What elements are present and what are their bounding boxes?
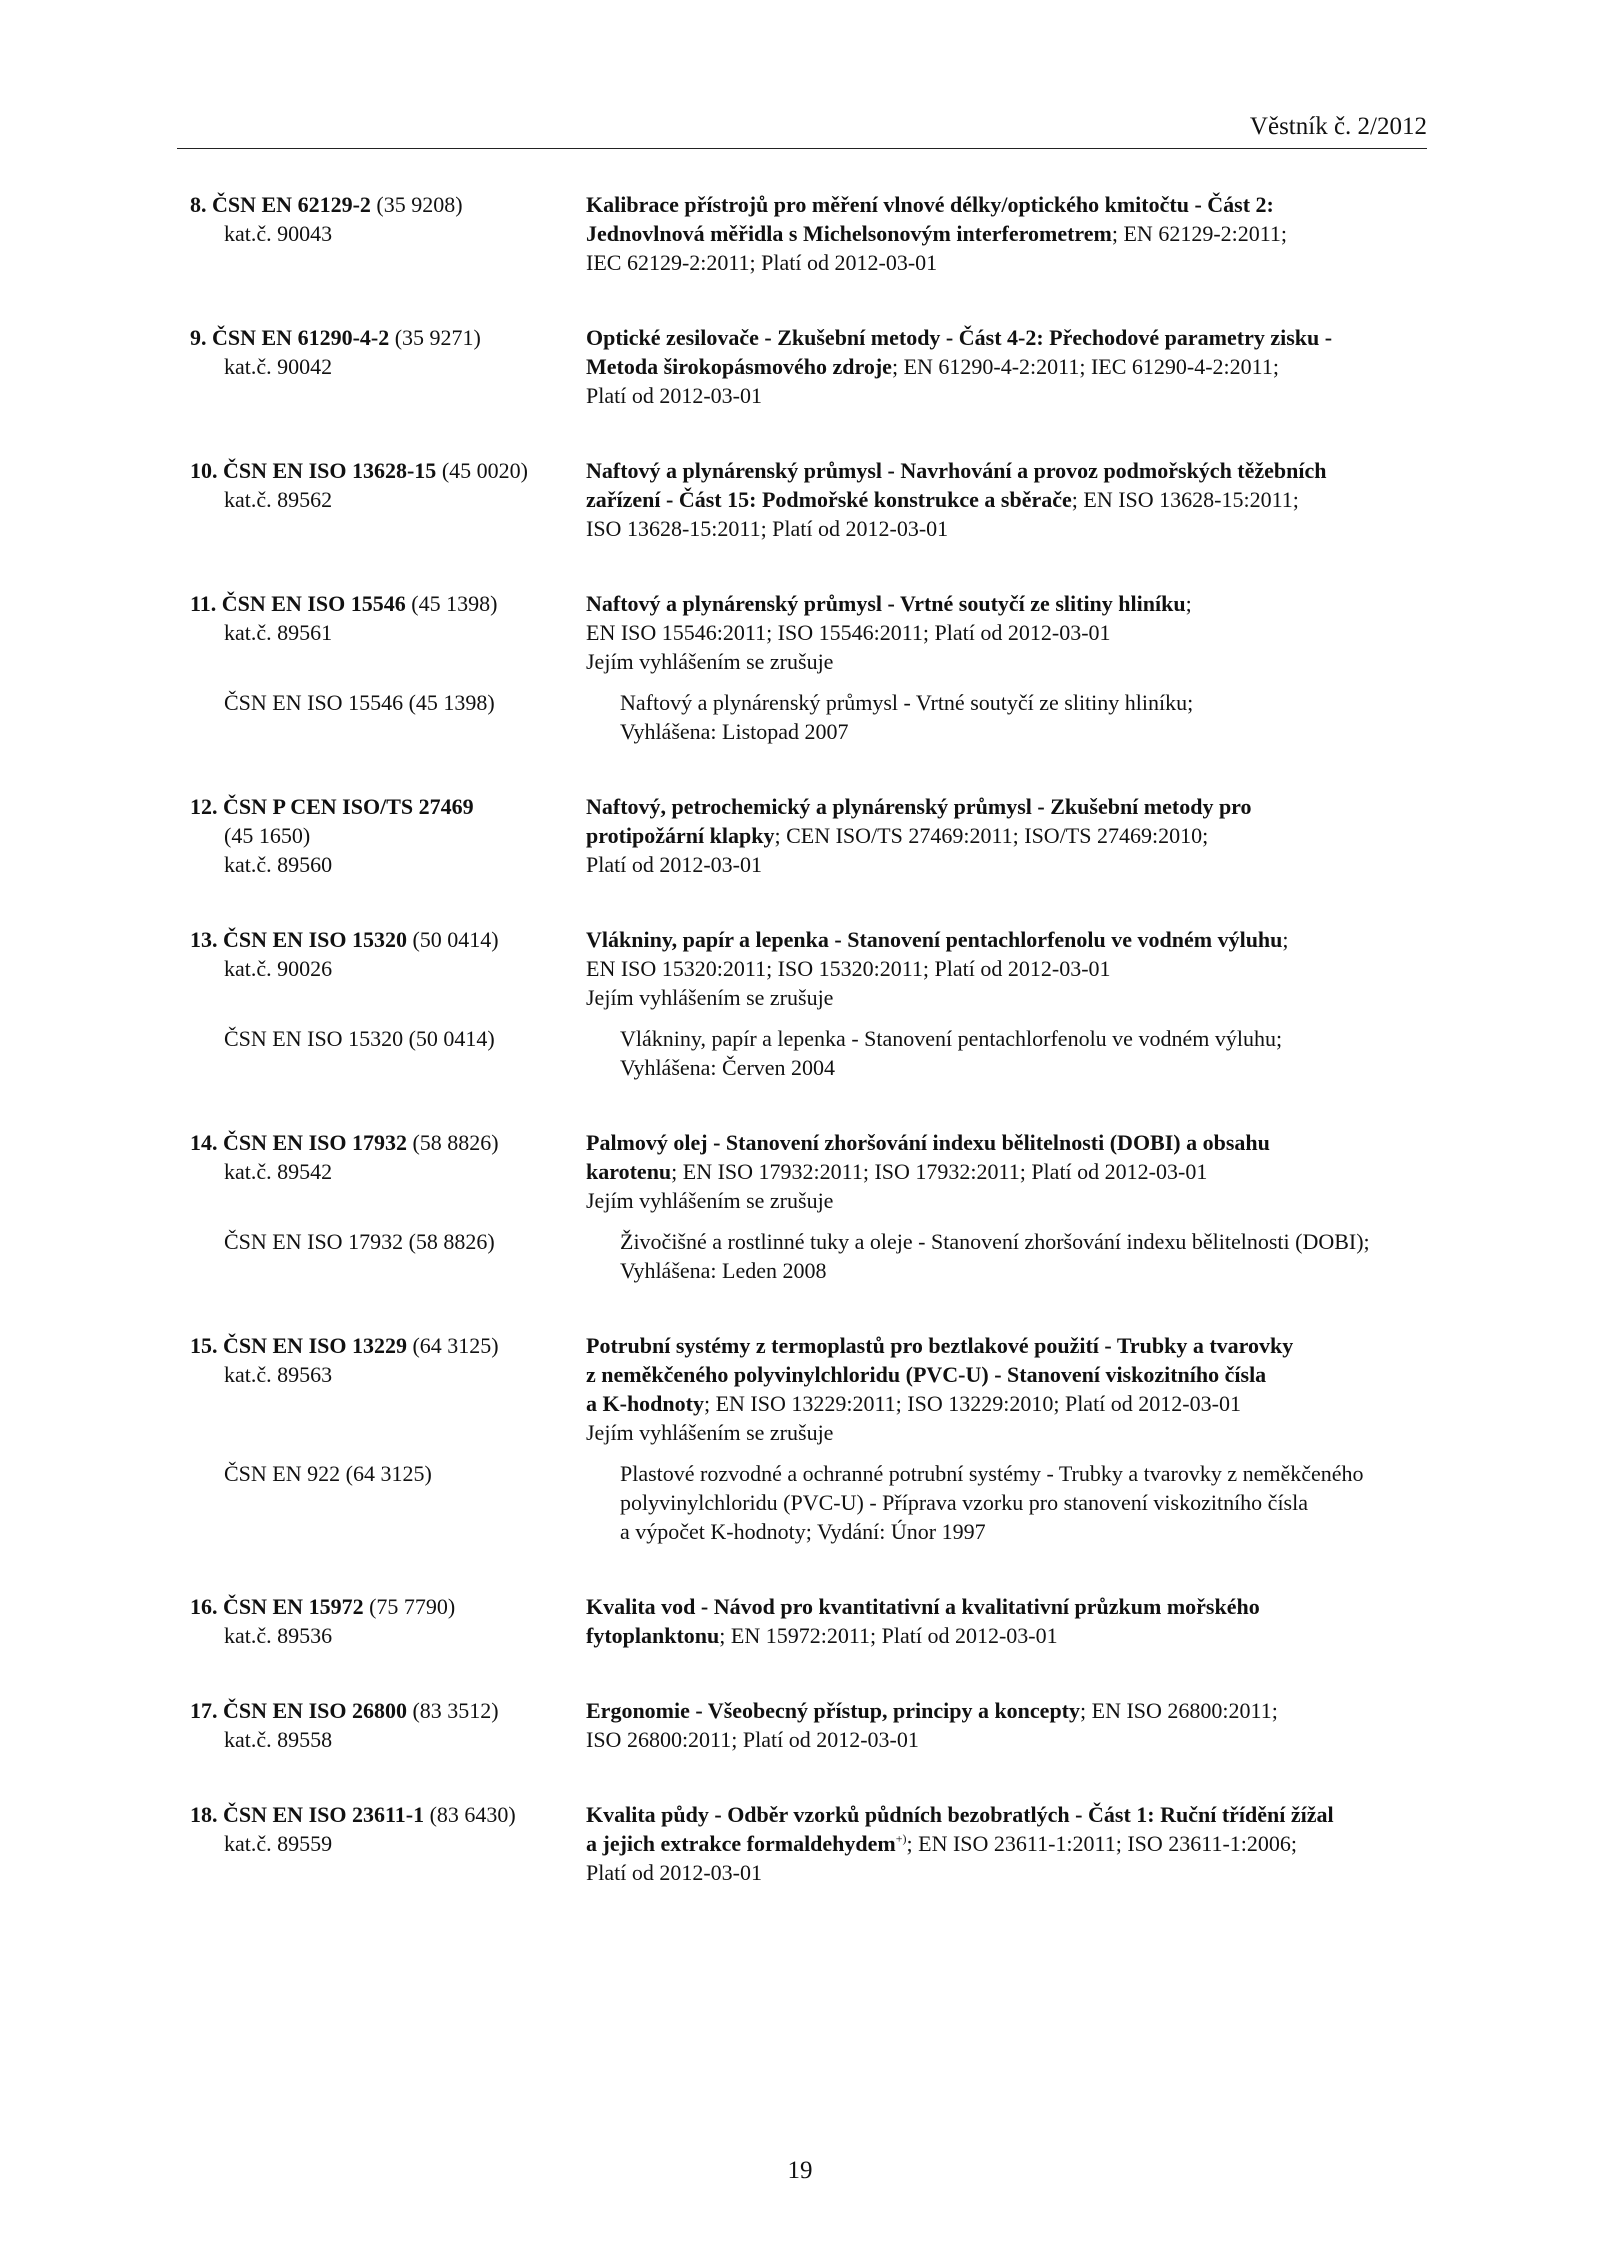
text-segment: Potrubní systémy z termoplastů pro beztlakové použití - Trubky a tvarovky <box>586 1333 1294 1358</box>
text-line <box>586 1592 1430 1621</box>
entry-row <box>190 925 1430 1012</box>
text-segment: ; <box>1185 591 1192 616</box>
text-segment: ; EN ISO 13229:2011; ISO 13229:2010; Platí od 2012-03-01 <box>703 1391 1241 1416</box>
entry-row <box>190 190 1430 277</box>
text-segment: Jejím vyhlášením se zrušuje <box>586 649 834 674</box>
text-segment: Platí od 2012-03-01 <box>586 852 762 877</box>
text-line <box>586 954 1430 983</box>
standard-entry <box>190 589 1430 746</box>
standard-entry <box>190 792 1430 879</box>
standard-title <box>586 456 1430 543</box>
text-segment: protipožární klapky <box>586 823 775 848</box>
catalog-number: kat.č. 90043 <box>224 221 333 246</box>
standard-designation <box>190 1128 586 1215</box>
replaced-standard-designation: ČSN EN 922 (64 3125) <box>224 1461 432 1486</box>
designation-line <box>190 792 586 821</box>
classification-number: (45 0020) <box>441 458 528 483</box>
text-line <box>586 1186 1430 1215</box>
text-line <box>586 589 1430 618</box>
classification-number: (50 0414) <box>412 927 499 952</box>
text-line <box>586 485 1430 514</box>
standard-title <box>586 925 1430 1012</box>
entry-number: 13. <box>190 927 218 952</box>
standard-code: ČSN EN ISO 15546 <box>221 591 406 616</box>
classification-number: (75 7790) <box>369 1594 456 1619</box>
standard-title <box>586 589 1430 676</box>
standard-title <box>586 1592 1430 1650</box>
text-segment: a K-hodnoty <box>586 1391 704 1416</box>
text-segment: Jejím vyhlášením se zrušuje <box>586 985 834 1010</box>
text-line <box>620 1256 1430 1285</box>
text-line <box>586 352 1430 381</box>
page-header <box>177 112 1427 149</box>
text-line <box>586 647 1430 676</box>
footnote-mark: +) <box>895 1831 907 1846</box>
text-segment: EN ISO 15320:2011; ISO 15320:2011; Platí od 2012-03-01 <box>586 956 1111 981</box>
replaced-standard-designation: ČSN EN ISO 17932 (58 8826) <box>224 1229 495 1254</box>
replaced-standard-row <box>190 1227 1430 1285</box>
designation-line <box>190 925 586 954</box>
entry-number: 18. <box>190 1802 218 1827</box>
text-segment: Vlákniny, papír a lepenka - Stanovení pentachlorfenolu ve vodném výluhu; <box>620 1026 1283 1051</box>
text-segment: ; CEN ISO/TS 27469:2011; ISO/TS 27469:2010; <box>774 823 1209 848</box>
standard-designation <box>190 792 586 879</box>
text-line <box>586 248 1430 277</box>
standard-title <box>586 190 1430 277</box>
text-segment: ; <box>1282 927 1289 952</box>
standard-code: ČSN EN 61290-4-2 <box>212 325 390 350</box>
standard-designation <box>190 589 586 676</box>
text-segment: Jejím vyhlášením se zrušuje <box>586 1188 834 1213</box>
standard-entry <box>190 190 1430 277</box>
classification-number: (35 9271) <box>394 325 481 350</box>
standard-title <box>586 1696 1430 1754</box>
text-segment: polyvinylchloridu (PVC-U) - Příprava vzorku pro stanovení viskozitního čísla <box>620 1490 1308 1515</box>
designation-line <box>190 456 586 485</box>
designation-line <box>190 1128 586 1157</box>
text-segment: Kvalita vod - Návod pro kvantitativní a kvalitativní průzkum mořského <box>586 1594 1260 1619</box>
text-segment: Optické zesilovače - Zkušební metody - Část 4-2: Přechodové parametry zisku - <box>586 325 1333 350</box>
entry-number: 8. <box>190 192 207 217</box>
standard-designation <box>190 190 586 277</box>
page-number: 19 <box>787 2157 813 2184</box>
standard-designation <box>190 1592 586 1650</box>
catalog-number: kat.č. 89542 <box>224 1159 333 1184</box>
classification-number: (83 3512) <box>412 1698 499 1723</box>
standard-title <box>586 323 1430 410</box>
text-line <box>620 688 1430 717</box>
text-line <box>586 1829 1430 1858</box>
text-line <box>586 190 1430 219</box>
replaced-standard-designation: ČSN EN ISO 15546 (45 1398) <box>224 690 495 715</box>
standard-designation <box>190 1331 586 1447</box>
classification-number: (35 9208) <box>376 192 463 217</box>
text-line <box>620 1024 1430 1053</box>
standard-entry <box>190 1128 1430 1285</box>
text-segment: ; EN ISO 17932:2011; ISO 17932:2011; Platí od 2012-03-01 <box>671 1159 1208 1184</box>
entry-row <box>190 1331 1430 1447</box>
text-segment: Naftový a plynárenský průmysl - Vrtné soutyčí ze slitiny hliníku; <box>620 690 1194 715</box>
catalog-number: kat.č. 89536 <box>224 1623 333 1648</box>
entry-row <box>190 792 1430 879</box>
replaced-standard-row <box>190 688 1430 746</box>
entry-number: 9. <box>190 325 207 350</box>
text-segment: Kvalita půdy - Odběr vzorků půdních bezobratlých - Část 1: Ruční třídění žížal <box>586 1802 1334 1827</box>
text-segment: IEC 62129-2:2011; Platí od 2012-03-01 <box>586 250 938 275</box>
text-line <box>586 381 1430 410</box>
text-segment: ISO 13628-15:2011; Platí od 2012-03-01 <box>586 516 949 541</box>
text-line <box>586 618 1430 647</box>
text-line <box>586 1858 1430 1887</box>
standard-code: ČSN P CEN ISO/TS 27469 <box>223 794 474 819</box>
designation-line <box>190 1800 586 1829</box>
classification-number: (64 3125) <box>412 1333 499 1358</box>
text-segment: Naftový a plynárenský průmysl - Navrhování a provoz podmořských těžebních <box>586 458 1327 483</box>
text-segment: ; EN ISO 26800:2011; <box>1080 1698 1278 1723</box>
entry-number: 17. <box>190 1698 218 1723</box>
text-segment: zařízení - Část 15: Podmořské konstrukce a sběrače <box>586 487 1072 512</box>
text-segment: Naftový, petrochemický a plynárenský průmysl - Zkušební metody pro <box>586 794 1252 819</box>
standard-code: ČSN EN ISO 23611-1 <box>223 1802 425 1827</box>
text-line <box>620 717 1430 746</box>
text-line <box>586 323 1430 352</box>
standard-entry <box>190 1800 1430 1887</box>
text-line <box>586 514 1430 543</box>
text-segment: a výpočet K-hodnoty; Vydání: Únor 1997 <box>620 1519 986 1544</box>
standard-code: ČSN EN ISO 13628-15 <box>223 458 437 483</box>
standard-title <box>586 1800 1430 1887</box>
text-line <box>620 1459 1430 1488</box>
text-segment: ; EN ISO 23611-1:2011; ISO 23611-1:2006; <box>906 1831 1298 1856</box>
text-line <box>586 1157 1430 1186</box>
text-segment: Živočišné a rostlinné tuky a oleje - Stanovení zhoršování indexu bělitelnosti (DOBI); <box>620 1229 1370 1254</box>
designation-line <box>190 589 586 618</box>
text-line <box>586 1360 1430 1389</box>
standard-code: ČSN EN 62129-2 <box>212 192 371 217</box>
catalog-number: kat.č. 89560 <box>224 852 333 877</box>
standard-entry <box>190 456 1430 543</box>
standard-code: ČSN EN 15972 <box>223 1594 364 1619</box>
designation-line <box>190 1592 586 1621</box>
catalog-number: kat.č. 90026 <box>224 956 333 981</box>
catalog-number: kat.č. 90042 <box>224 354 333 379</box>
replaced-standard-title <box>620 1227 1430 1285</box>
text-segment: EN ISO 15546:2011; ISO 15546:2011; Platí od 2012-03-01 <box>586 620 1111 645</box>
text-line <box>586 1696 1430 1725</box>
text-segment: Palmový olej - Stanovení zhoršování indexu bělitelnosti (DOBI) a obsahu <box>586 1130 1270 1155</box>
text-segment: ; EN 61290-4-2:2011; IEC 61290-4-2:2011; <box>891 354 1279 379</box>
text-segment: Metoda širokopásmového zdroje <box>586 354 892 379</box>
standard-designation <box>190 323 586 410</box>
entry-number: 14. <box>190 1130 218 1155</box>
text-segment: Vyhlášena: Listopad 2007 <box>620 719 849 744</box>
text-line <box>586 821 1430 850</box>
text-segment: Naftový a plynárenský průmysl - Vrtné soutyčí ze slitiny hliníku <box>586 591 1186 616</box>
text-line <box>586 925 1430 954</box>
standard-entry <box>190 925 1430 1082</box>
designation-line <box>190 1696 586 1725</box>
text-segment: Kalibrace přístrojů pro měření vlnové délky/optického kmitočtu - Část 2: <box>586 192 1274 217</box>
classification-number: (83 6430) <box>429 1802 516 1827</box>
text-line <box>620 1488 1430 1517</box>
text-line <box>586 456 1430 485</box>
replaced-standard-title <box>620 688 1430 746</box>
entry-number: 15. <box>190 1333 218 1358</box>
catalog-number: kat.č. 89559 <box>224 1831 333 1856</box>
standard-designation <box>190 925 586 1012</box>
replaced-standard-designation: ČSN EN ISO 15320 (50 0414) <box>224 1026 495 1051</box>
entry-row <box>190 323 1430 410</box>
classification-number: (45 1398) <box>411 591 498 616</box>
standard-entry <box>190 1331 1430 1546</box>
classification-number: (58 8826) <box>412 1130 499 1155</box>
entry-number: 11. <box>190 591 217 616</box>
bulletin-title: Věstník č. 2/2012 <box>1249 113 1427 140</box>
standard-code: ČSN EN ISO 15320 <box>223 927 407 952</box>
classification-number: (45 1650) <box>224 823 311 848</box>
text-segment: z neměkčeného polyvinylchloridu (PVC-U) - Stanovení viskozitního čísla <box>586 1362 1267 1387</box>
entry-number: 12. <box>190 794 218 819</box>
entry-number: 16. <box>190 1594 218 1619</box>
text-line <box>620 1053 1430 1082</box>
text-segment: fytoplanktonu <box>586 1623 720 1648</box>
text-line <box>586 1128 1430 1157</box>
standard-entry <box>190 1696 1430 1754</box>
standard-title <box>586 1128 1430 1215</box>
entry-number: 10. <box>190 458 218 483</box>
catalog-number: kat.č. 89561 <box>224 620 333 645</box>
entry-row <box>190 1128 1430 1215</box>
text-line <box>586 850 1430 879</box>
text-segment: Vlákniny, papír a lepenka - Stanovení pentachlorfenolu ve vodném výluhu <box>586 927 1283 952</box>
standard-entry <box>190 1592 1430 1650</box>
designation-line <box>190 190 586 219</box>
standard-code: ČSN EN ISO 17932 <box>223 1130 407 1155</box>
text-line <box>586 1418 1430 1447</box>
text-segment: Ergonomie - Všeobecný přístup, principy a koncepty <box>586 1698 1081 1723</box>
designation-line <box>190 1331 586 1360</box>
text-segment: Vyhlášena: Leden 2008 <box>620 1258 827 1283</box>
text-line <box>586 1389 1430 1418</box>
text-line <box>586 1621 1430 1650</box>
catalog-number: kat.č. 89562 <box>224 487 333 512</box>
entry-row <box>190 456 1430 543</box>
replaced-standard-title <box>620 1459 1430 1546</box>
header-divider <box>177 148 1427 149</box>
text-segment: Platí od 2012-03-01 <box>586 383 762 408</box>
standard-code: ČSN EN ISO 26800 <box>223 1698 407 1723</box>
text-line <box>586 792 1430 821</box>
text-segment: ISO 26800:2011; Platí od 2012-03-01 <box>586 1727 919 1752</box>
standard-designation <box>190 1696 586 1754</box>
text-segment: Jednovlnová měřidla s Michelsonovým interferometrem <box>586 221 1112 246</box>
text-line <box>586 983 1430 1012</box>
entry-row <box>190 1800 1430 1887</box>
standard-title <box>586 792 1430 879</box>
text-segment: ; EN 62129-2:2011; <box>1111 221 1288 246</box>
standards-list <box>190 190 1430 1933</box>
entry-row <box>190 1696 1430 1754</box>
text-segment: Plastové rozvodné a ochranné potrubní systémy - Trubky a tvarovky z neměkčeného <box>620 1461 1364 1486</box>
catalog-number: kat.č. 89558 <box>224 1727 333 1752</box>
standard-designation <box>190 1800 586 1887</box>
standard-code: ČSN EN ISO 13229 <box>223 1333 407 1358</box>
standard-entry <box>190 323 1430 410</box>
standard-title <box>586 1331 1430 1447</box>
designation-line <box>190 323 586 352</box>
entry-row <box>190 1592 1430 1650</box>
text-line <box>586 1800 1430 1829</box>
standard-designation <box>190 456 586 543</box>
replaced-standard-row <box>190 1459 1430 1546</box>
text-segment: a jejich extrakce formaldehydem <box>586 1831 896 1856</box>
replaced-standard-title <box>620 1024 1430 1082</box>
text-segment: ; EN ISO 13628-15:2011; <box>1071 487 1299 512</box>
text-segment: karotenu <box>586 1159 672 1184</box>
entry-row <box>190 589 1430 676</box>
text-segment: ; EN 15972:2011; Platí od 2012-03-01 <box>719 1623 1058 1648</box>
text-line <box>586 1331 1430 1360</box>
text-segment: Platí od 2012-03-01 <box>586 1860 762 1885</box>
text-line <box>586 219 1430 248</box>
replaced-standard-row <box>190 1024 1430 1082</box>
text-segment: Vyhlášena: Červen 2004 <box>620 1055 836 1080</box>
text-line <box>586 1725 1430 1754</box>
text-segment: Jejím vyhlášením se zrušuje <box>586 1420 834 1445</box>
text-line <box>620 1227 1430 1256</box>
catalog-number: kat.č. 89563 <box>224 1362 333 1387</box>
text-line <box>620 1517 1430 1546</box>
